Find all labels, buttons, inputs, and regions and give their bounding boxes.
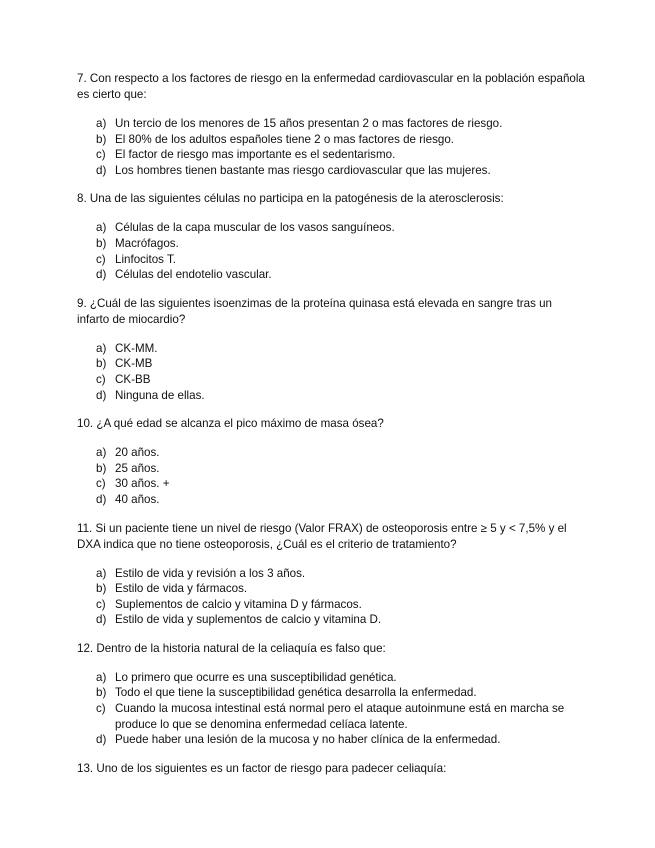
option-text: 30 años. +	[115, 477, 170, 491]
question-5	[77, 641, 585, 748]
option-text: 40 años.	[115, 492, 160, 506]
question-stem	[77, 521, 585, 553]
answer-option	[77, 476, 585, 492]
option-text: 20 años.	[115, 446, 160, 460]
option-text: Células del endotelio vascular.	[115, 268, 272, 282]
question-3	[77, 416, 585, 507]
answer-option	[77, 116, 585, 132]
answer-option	[77, 566, 585, 582]
option-letter: c)	[96, 148, 106, 162]
question-4	[77, 521, 585, 628]
question-number: 9.	[77, 296, 87, 310]
answer-option	[77, 252, 585, 268]
option-text: Células de la capa muscular de los vasos sanguíneos.	[115, 221, 395, 235]
answer-option	[77, 445, 585, 461]
option-text: El factor de riesgo mas importante es el sedentarismo.	[115, 148, 396, 162]
question-6	[77, 761, 585, 777]
answer-option	[77, 132, 585, 148]
option-letter: b)	[96, 236, 107, 250]
option-text: CK-BB	[115, 372, 151, 386]
answer-option	[77, 685, 585, 701]
option-letter: a)	[96, 341, 107, 355]
option-letter: b)	[96, 132, 107, 146]
answer-option	[77, 356, 585, 372]
answer-option	[77, 670, 585, 686]
option-text: Todo el que tiene la susceptibilidad genética desarrolla la enfermedad.	[115, 686, 477, 700]
question-stem	[77, 191, 585, 207]
answer-option	[77, 372, 585, 388]
option-letter: a)	[96, 446, 107, 460]
answer-options	[77, 566, 585, 628]
option-letter: c)	[96, 702, 106, 716]
option-letter: d)	[96, 268, 107, 282]
option-text: Puede haber una lesión de la mucosa y no haber clínica de la enfermedad.	[115, 733, 501, 747]
question-0	[77, 71, 585, 178]
answer-option	[77, 236, 585, 252]
question-text: ¿A qué edad se alcanza el pico máximo de masa ósea?	[96, 417, 384, 431]
option-letter: c)	[96, 252, 106, 266]
option-letter: d)	[96, 613, 107, 627]
answer-option	[77, 461, 585, 477]
answer-options	[77, 220, 585, 282]
option-text: El 80% de los adultos españoles tiene 2 o mas factores de riesgo.	[115, 132, 454, 146]
answer-option	[77, 147, 585, 163]
option-letter: d)	[96, 163, 107, 177]
option-letter: a)	[96, 221, 107, 235]
option-text: Lo primero que ocurre es una susceptibilidad genética.	[115, 670, 397, 684]
question-text: Si un paciente tiene un nivel de riesgo (Valor FRAX) de osteoporosis entre ≥ 5 y < 7,5% y el DXA indica que no tiene osteoporosis, ¿Cuál es el criterio de tratamiento?	[77, 521, 567, 551]
question-text: ¿Cuál de las siguientes isoenzimas de la proteína quinasa está elevada en sangre tras un infarto de miocardio?	[77, 296, 553, 326]
option-letter: d)	[96, 388, 107, 402]
question-text: Una de las siguientes células no participa en la patogénesis de la aterosclerosis:	[89, 192, 504, 206]
answer-option	[77, 341, 585, 357]
question-1	[77, 191, 585, 282]
question-number: 8.	[77, 192, 87, 206]
option-text: Estilo de vida y revisión a los 3 años.	[115, 566, 306, 580]
question-stem	[77, 641, 585, 657]
answer-option	[77, 220, 585, 236]
answer-options	[77, 341, 585, 403]
option-letter: b)	[96, 461, 107, 475]
option-letter: c)	[96, 477, 106, 491]
answer-option	[77, 612, 585, 628]
option-letter: a)	[96, 670, 107, 684]
question-stem	[77, 71, 585, 103]
answer-option	[77, 732, 585, 748]
question-number: 10.	[77, 417, 94, 431]
option-text: Macrófagos.	[115, 236, 179, 250]
question-text: Con respecto a los factores de riesgo en la enfermedad cardiovascular en la población española es cierto que:	[77, 72, 585, 101]
answer-option	[77, 581, 585, 597]
question-number: 13.	[77, 761, 94, 775]
option-text: Los hombres tienen bastante mas riesgo cardiovascular que las mujeres.	[115, 163, 491, 177]
answer-options	[77, 670, 585, 748]
option-text: Suplementos de calcio y vitamina D y fármacos.	[115, 597, 362, 611]
question-text: Uno de los siguientes es un factor de riesgo para padecer celiaquía:	[96, 761, 447, 775]
option-letter: d)	[96, 492, 107, 506]
option-text: CK-MB	[115, 357, 153, 371]
question-stem	[77, 296, 585, 328]
answer-options	[77, 116, 585, 178]
question-text: Dentro de la historia natural de la celiaquía es falso que:	[96, 641, 386, 655]
option-letter: c)	[96, 597, 106, 611]
option-text: Un tercio de los menores de 15 años presentan 2 o mas factores de riesgo.	[115, 117, 503, 130]
option-letter: a)	[96, 566, 107, 580]
question-2	[77, 296, 585, 403]
question-stem	[77, 761, 585, 777]
option-letter: b)	[96, 686, 107, 700]
answer-option	[77, 597, 585, 613]
answer-options	[77, 445, 585, 507]
answer-option	[77, 267, 585, 283]
option-letter: b)	[96, 357, 107, 371]
answer-option	[77, 701, 585, 732]
option-letter: c)	[96, 372, 106, 386]
option-letter: b)	[96, 582, 107, 596]
option-text: Ninguna de ellas.	[115, 388, 205, 402]
question-number: 7.	[77, 72, 87, 85]
question-number: 12.	[77, 641, 94, 655]
question-stem	[77, 416, 585, 432]
option-letter: d)	[96, 733, 107, 747]
option-text: Estilo de vida y suplementos de calcio y vitamina D.	[115, 613, 382, 627]
option-text: CK-MM.	[115, 341, 158, 355]
answer-option	[77, 492, 585, 508]
option-text: Linfocitos T.	[115, 252, 177, 266]
option-letter: a)	[96, 117, 107, 130]
answer-option	[77, 163, 585, 179]
option-text: 25 años.	[115, 461, 160, 475]
option-text: Estilo de vida y fármacos.	[115, 582, 248, 596]
option-text: Cuando la mucosa intestinal está normal pero el ataque autoinmune está en marcha se produce lo que se denomina enfermedad celíaca latente.	[115, 702, 565, 731]
question-number: 11.	[77, 521, 93, 535]
answer-option	[77, 388, 585, 404]
